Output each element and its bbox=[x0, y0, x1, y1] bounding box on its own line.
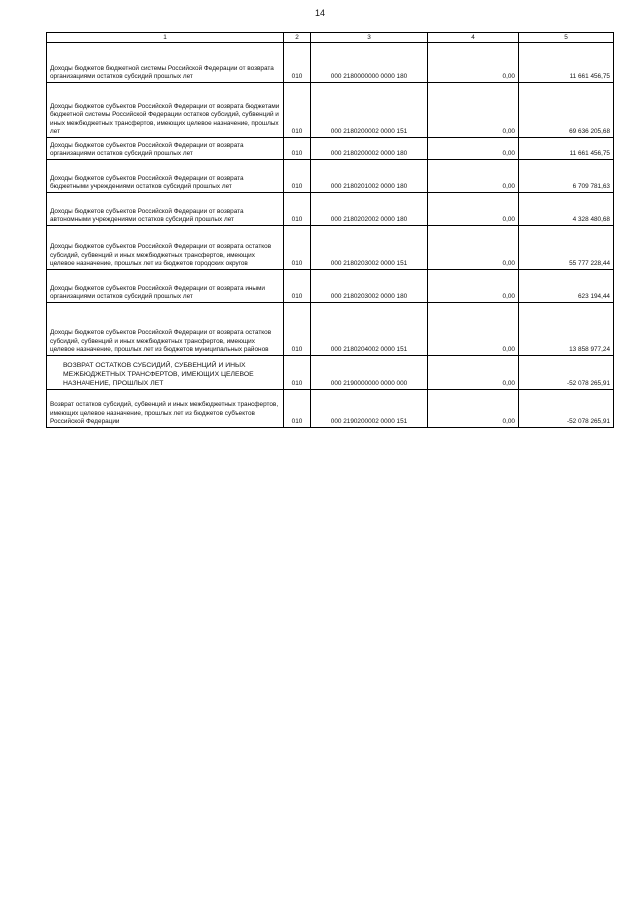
table-row bbox=[47, 226, 614, 270]
table-row bbox=[47, 193, 614, 226]
row-value-col5: 13 858 977,24 bbox=[519, 303, 614, 356]
row-description: Возврат остатков субсидий, субвенций и иных межбюджетных трансфертов, имеющих целевое назначение, прошлых лет из бюджетов субъектов Российской Федерации bbox=[47, 390, 284, 428]
row-description: Доходы бюджетов субъектов Российской Федерации от возврата бюджетными учреждениями остатков субсидий прошлых лет bbox=[47, 160, 284, 193]
header-col-2: 2 bbox=[284, 33, 311, 43]
row-value-col4: 0,00 bbox=[428, 43, 519, 83]
table-row bbox=[47, 160, 614, 193]
row-line-code: 010 bbox=[284, 160, 311, 193]
row-description: ВОЗВРАТ ОСТАТКОВ СУБСИДИЙ, СУБВЕНЦИЙ И ИНЫХ МЕЖБЮДЖЕТНЫХ ТРАНСФЕРТОВ, ИМЕЮЩИХ ЦЕЛЕВОЕ НАЗНАЧЕНИЕ, ПРОШЛЫХ ЛЕТ bbox=[47, 356, 284, 390]
table-row bbox=[47, 138, 614, 160]
row-value-col5: 4 328 480,68 bbox=[519, 193, 614, 226]
row-description: Доходы бюджетов субъектов Российской Федерации от возврата бюджетами бюджетной системы Российской Федерации остатков субсидий, субвенций и иных межбюджетных трансфертов, имеющих целевое назначение, прошлых лет bbox=[47, 83, 284, 138]
row-line-code: 010 bbox=[284, 138, 311, 160]
row-budget-code: 000 2180200002 0000 151 bbox=[311, 83, 428, 138]
row-budget-code: 000 2180200002 0000 180 bbox=[311, 138, 428, 160]
table-row bbox=[47, 356, 614, 390]
row-value-col4: 0,00 bbox=[428, 83, 519, 138]
row-line-code: 010 bbox=[284, 390, 311, 428]
row-line-code: 010 bbox=[284, 83, 311, 138]
table-row bbox=[47, 270, 614, 303]
row-value-col4: 0,00 bbox=[428, 138, 519, 160]
header-row bbox=[47, 33, 614, 43]
row-budget-code: 000 2180202002 0000 180 bbox=[311, 193, 428, 226]
header-col-4: 4 bbox=[428, 33, 519, 43]
row-value-col4: 0,00 bbox=[428, 226, 519, 270]
row-value-col5: 6 709 781,63 bbox=[519, 160, 614, 193]
row-budget-code: 000 2180203002 0000 180 bbox=[311, 270, 428, 303]
row-budget-code: 000 2180204002 0000 151 bbox=[311, 303, 428, 356]
table-row bbox=[47, 303, 614, 356]
header-col-5: 5 bbox=[519, 33, 614, 43]
row-value-col4: 0,00 bbox=[428, 390, 519, 428]
row-line-code: 010 bbox=[284, 303, 311, 356]
row-value-col4: 0,00 bbox=[428, 160, 519, 193]
table-row bbox=[47, 390, 614, 428]
row-value-col4: 0,00 bbox=[428, 193, 519, 226]
row-budget-code: 000 2190000000 0000 000 bbox=[311, 356, 428, 390]
row-value-col5: 69 636 205,68 bbox=[519, 83, 614, 138]
budget-table bbox=[46, 32, 614, 428]
row-description: Доходы бюджетов субъектов Российской Федерации от возврата автономными учреждениями остатков субсидий прошлых лет bbox=[47, 193, 284, 226]
row-value-col5: 55 777 228,44 bbox=[519, 226, 614, 270]
row-budget-code: 000 2180201002 0000 180 bbox=[311, 160, 428, 193]
row-line-code: 010 bbox=[284, 226, 311, 270]
table-row bbox=[47, 83, 614, 138]
row-description: Доходы бюджетов субъектов Российской Федерации от возврата иными организациями остатков субсидий прошлых лет bbox=[47, 270, 284, 303]
row-value-col5: 11 661 456,75 bbox=[519, 43, 614, 83]
row-line-code: 010 bbox=[284, 270, 311, 303]
row-value-col5: 11 661 456,75 bbox=[519, 138, 614, 160]
row-value-col4: 0,00 bbox=[428, 356, 519, 390]
row-description: Доходы бюджетов субъектов Российской Федерации от возврата остатков субсидий, субвенций и иных межбюджетных трансфертов, имеющих целевое назначение, прошлых лет из бюджетов городских округов bbox=[47, 226, 284, 270]
row-line-code: 010 bbox=[284, 356, 311, 390]
row-description: Доходы бюджетов бюджетной системы Российской Федерации от возврата организациями остатков субсидий прошлых лет bbox=[47, 43, 284, 83]
header-col-1: 1 bbox=[47, 33, 284, 43]
row-budget-code: 000 2180000000 0000 180 bbox=[311, 43, 428, 83]
row-description: Доходы бюджетов субъектов Российской Федерации от возврата организациями остатков субсидий прошлых лет bbox=[47, 138, 284, 160]
page-number: 14 bbox=[314, 8, 325, 18]
row-line-code: 010 bbox=[284, 193, 311, 226]
header-col-3: 3 bbox=[311, 33, 428, 43]
row-value-col5: 623 194,44 bbox=[519, 270, 614, 303]
row-value-col5: -52 078 265,91 bbox=[519, 390, 614, 428]
row-value-col4: 0,00 bbox=[428, 303, 519, 356]
row-budget-code: 000 2190200002 0000 151 bbox=[311, 390, 428, 428]
row-budget-code: 000 2180203002 0000 151 bbox=[311, 226, 428, 270]
row-value-col5: -52 078 265,91 bbox=[519, 356, 614, 390]
table-row bbox=[47, 43, 614, 83]
row-description: Доходы бюджетов субъектов Российской Федерации от возврата остатков субсидий, субвенций и иных межбюджетных трансфертов, имеющих целевое назначение, прошлых лет из бюджетов муниципальных районов bbox=[47, 303, 284, 356]
row-line-code: 010 bbox=[284, 43, 311, 83]
row-value-col4: 0,00 bbox=[428, 270, 519, 303]
